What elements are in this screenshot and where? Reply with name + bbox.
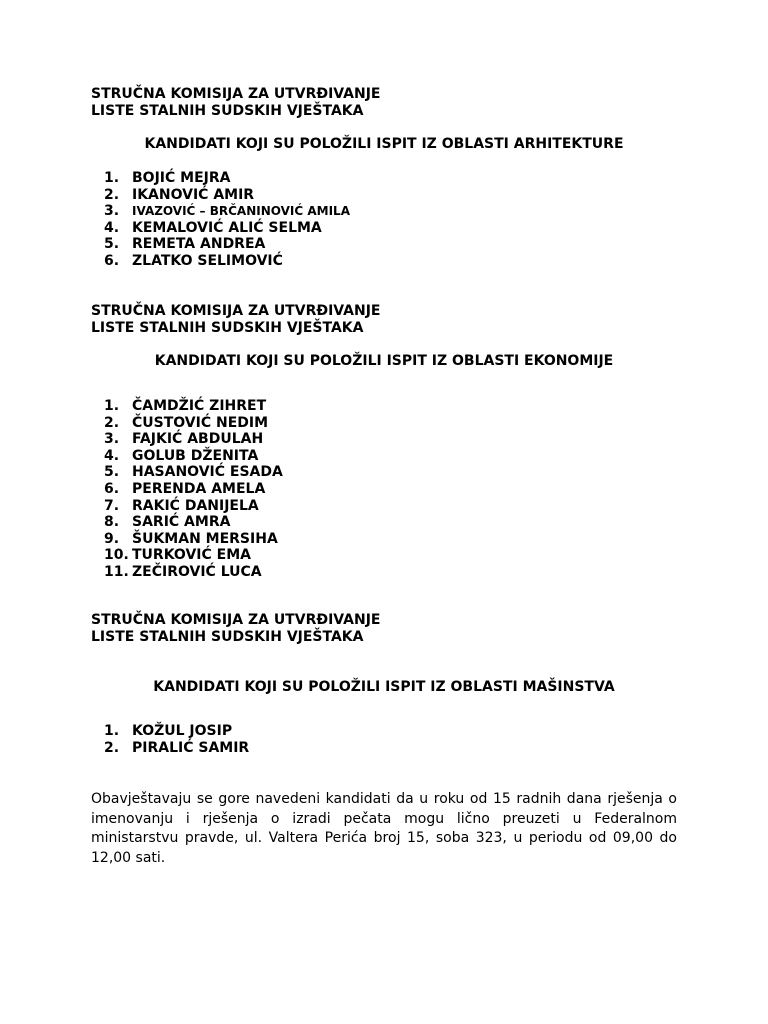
list-item: 5. REMETA ANDREA — [104, 236, 266, 253]
list-item: 10. TURKOVIĆ EMA — [104, 547, 251, 564]
list-item: 5. HASANOVIĆ ESADA — [104, 464, 283, 481]
list-item: 4. GOLUB DŽENITA — [104, 447, 259, 464]
list-item: 1. BOJIĆ MEJRA — [104, 170, 231, 186]
section-title-mechanical: KANDIDATI KOJI SU POLOŽILI ISPIT IZ OBLASTI MAŠINSTVA — [153, 679, 615, 695]
list-item: 1. KOŽUL JOSIP — [104, 723, 233, 739]
list-item: 2. ČUSTOVIĆ NEDIM — [104, 414, 269, 431]
list-item: 6. PERENDA AMELA — [104, 480, 266, 497]
list-item: 6. ZLATKO SELIMOVIĆ — [104, 252, 283, 269]
section-title-architecture: KANDIDATI KOJI SU POLOŽILI ISPIT IZ OBLASTI ARHITEKTURE — [144, 136, 624, 152]
commission-name: STRUČNA KOMISIJA ZA UTVRĐIVANJE — [91, 612, 381, 628]
list-item: 8. SARIĆ AMRA — [104, 514, 231, 531]
list-item: 3. FAJKIĆ ABDULAH — [104, 431, 264, 448]
list-item: 4. KEMALOVIĆ ALIĆ SELMA — [104, 219, 322, 236]
commission-subtitle: LISTE STALNIH SUDSKIH VJEŠTAKA — [91, 103, 364, 119]
section-title-economy: KANDIDATI KOJI SU POLOŽILI ISPIT IZ OBLASTI EKONOMIJE — [154, 353, 614, 369]
list-item: 1. ČAMDŽIĆ ZIHRET — [104, 398, 267, 414]
commission-header-1 — [0, 86, 768, 120]
commission-name: STRUČNA KOMISIJA ZA UTVRĐIVANJE — [91, 86, 381, 102]
list-item: 2. PIRALIĆ SAMIR — [104, 739, 250, 756]
commission-name: STRUČNA KOMISIJA ZA UTVRĐIVANJE — [91, 303, 381, 319]
commission-subtitle: LISTE STALNIH SUDSKIH VJEŠTAKA — [91, 629, 364, 645]
candidate-list-economy — [0, 398, 768, 581]
commission-header-3 — [0, 612, 768, 646]
list-item: 11. ZEČIROVIĆ LUCA — [104, 563, 262, 580]
commission-header-2 — [0, 303, 768, 337]
list-item: 7. RAKIĆ DANIJELA — [104, 497, 259, 514]
candidate-list-mechanical — [0, 723, 768, 756]
commission-subtitle: LISTE STALNIH SUDSKIH VJEŠTAKA — [91, 320, 364, 336]
list-item: 9. ŠUKMAN MERSIHA — [104, 530, 278, 547]
list-item: 2. IKANOVIĆ AMIR — [104, 186, 255, 203]
candidate-list-architecture — [0, 170, 768, 270]
notice-paragraph: Obavještavaju se gore navedeni kandidati da u roku od 15 radnih dana rješenja o imenovanju i rješenja o izradi pečata mogu lično preuzeti u Federalnom ministarstvu pravde, ul. Valtera Perića broj 15, soba 323, u periodu od 09,00 do 12,00 sati. — [91, 791, 677, 866]
list-item: 3. IVAZOVIĆ – BRČANINOVIĆ AMILA — [104, 203, 350, 220]
